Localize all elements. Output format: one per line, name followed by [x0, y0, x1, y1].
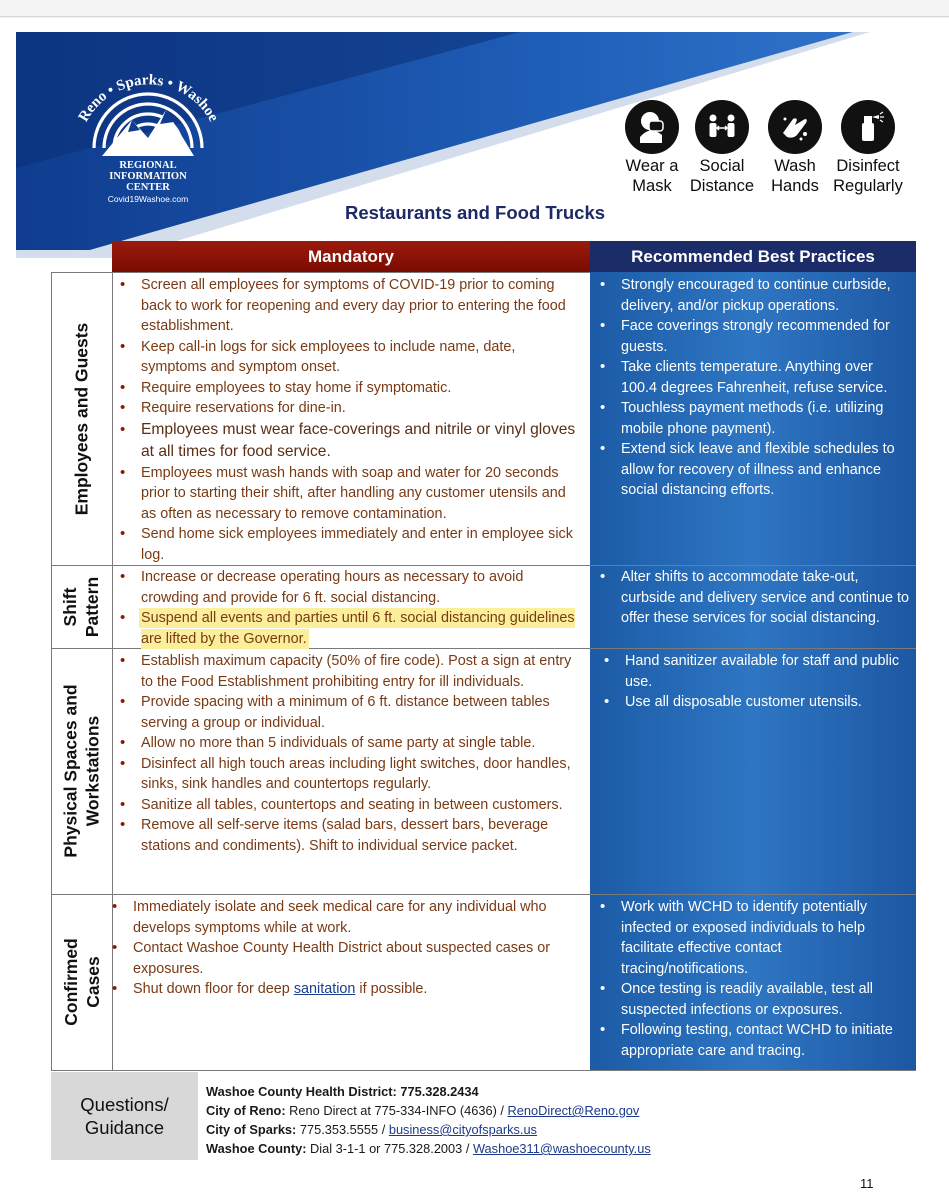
icon-label: Wash — [774, 157, 816, 175]
sanitation-link[interactable]: sanitation — [293, 981, 356, 997]
list-item: • Send home sick employees immediately and enter in employee sick log. — [114, 524, 580, 565]
washoe-email-link[interactable]: Washoe311@washoecounty.us — [472, 1141, 651, 1156]
document-title: Restaurants and Food Trucks — [344, 202, 606, 223]
list-item: • Provide spacing with a minimum of 6 ft. distance between tables serving a group or individual. — [114, 692, 580, 733]
recommended-header: Recommended Best Practices — [590, 241, 916, 272]
questions-box — [51, 1072, 198, 1160]
row-label-physical: Physical Spaces and Workstations — [60, 684, 103, 858]
viewer-toolbar — [0, 0, 949, 17]
contact-line: City of Sparks: 775.353.5555 / business@cityofsparks.us — [206, 1122, 537, 1137]
disinfect-icon — [841, 100, 895, 154]
social-distance-icon — [695, 100, 749, 154]
list-item: • Take clients temperature. Anything over 100.4 degrees Fahrenheit, refuse service. — [594, 357, 910, 398]
physical-recommended-list — [598, 651, 910, 713]
shift-mandatory-list — [114, 567, 580, 649]
list-item: • Immediately isolate and seek medical care for any individual who develops symptoms while at work. — [106, 897, 580, 938]
ric-logo — [62, 48, 232, 213]
list-item: • Keep call-in logs for sick employees to include name, date, symptoms and symptom onset. — [114, 337, 580, 378]
list-item: • Use all disposable customer utensils. — [598, 692, 910, 713]
list-item: • Touchless payment methods (i.e. utilizing mobile phone payment). — [594, 398, 910, 439]
list-item: • Contact Washoe County Health District about suspected cases or exposures. — [106, 938, 580, 979]
svg-text:REGIONAL: REGIONAL — [119, 160, 177, 171]
row-divider — [51, 894, 916, 895]
wash-hands-item — [757, 100, 833, 194]
icon-label: Regularly — [833, 177, 903, 195]
row-divider — [51, 272, 590, 273]
svg-text:Covid19Washoe.com: Covid19Washoe.com — [107, 194, 189, 204]
list-item: • Hand sanitizer available for staff and public use. — [598, 651, 910, 692]
icon-label: Wear a — [625, 157, 679, 175]
contact-line: Washoe County Health District: 775.328.2434 — [206, 1084, 479, 1099]
list-item-text: if possible. — [355, 981, 428, 997]
row-label-shift: Shift Pattern — [60, 576, 103, 637]
list-item: • Once testing is readily available, test all suspected infections or exposures. — [594, 979, 910, 1020]
icon-label: Mask — [632, 177, 672, 195]
contact-line: Washoe County: Dial 3-1-1 or 775.328.2003 / Washoe311@washoecounty.us — [206, 1141, 651, 1156]
svg-text:CENTER: CENTER — [126, 182, 170, 193]
list-item: • Remove all self-serve items (salad bars, dessert bars, beverage stations and condiments). Shift to individual service packet. — [114, 815, 580, 856]
row-divider — [51, 1070, 916, 1071]
list-item: • Establish maximum capacity (50% of fire code). Post a sign at entry to the Food Establishment prohibiting entry for ill individuals. — [114, 651, 580, 692]
questions-label: Questions/ — [80, 1094, 169, 1115]
reno-email-link[interactable]: RenoDirect@Reno.gov — [507, 1103, 640, 1118]
row-label-confirmed: Confirmed Cases — [60, 938, 103, 1026]
list-item: • Strongly encouraged to continue curbside, delivery, and/or pickup operations. — [594, 275, 910, 316]
icon-label: Social — [699, 157, 745, 175]
employees-recommended-list — [594, 275, 910, 501]
list-item: • Extend sick leave and flexible schedules to allow for recovery of illness and enhance social distancing efforts. — [594, 439, 910, 501]
confirmed-recommended-list — [594, 897, 910, 1061]
list-item — [114, 608, 580, 649]
sparks-email-link[interactable]: business@cityofsparks.us — [388, 1122, 537, 1137]
list-item: • Require reservations for dine-in. — [114, 398, 580, 419]
icon-label: Disinfect — [836, 157, 900, 175]
list-item — [106, 979, 580, 1000]
list-item: • Require employees to stay home if symptomatic. — [114, 378, 580, 399]
list-item: • Face coverings strongly recommended for guests. — [594, 316, 910, 357]
row-divider — [51, 565, 916, 566]
row-label-employees: Employees and Guests — [71, 322, 92, 515]
contact-list — [206, 1082, 651, 1158]
wash-hands-icon — [768, 100, 822, 154]
guidance-label: Guidance — [84, 1117, 165, 1138]
safety-icons — [614, 100, 914, 212]
physical-mandatory-list — [114, 651, 580, 856]
list-item: • Screen all employees for symptoms of COVID-19 prior to coming back to work for reopening and every day prior to entering the food establishment. — [114, 275, 580, 337]
social-distance-item — [684, 100, 760, 194]
list-item: • Employees must wash hands with soap and water for 20 seconds prior to starting their shift, after handling any customer utensils and as often as necessary to remove contamination. — [114, 463, 580, 525]
svg-text:Reno • Sparks • Washoe: Reno • Sparks • Washoe — [75, 72, 222, 125]
list-item: • Sanitize all tables, countertops and seating in between customers. — [114, 795, 580, 816]
shift-recommended-list — [594, 567, 910, 629]
highlighted-text: Suspend all events and parties until 6 ft. social distancing guidelines are lifted by the Governor. — [141, 610, 575, 647]
list-item-text: Shut down floor for deep — [133, 981, 294, 997]
page-number: 11 — [860, 1176, 874, 1191]
list-item: • Employees must wear face-coverings and nitrile or vinyl gloves at all times for food service. — [114, 419, 580, 463]
svg-text:INFORMATION: INFORMATION — [109, 171, 187, 182]
list-item: • Following testing, contact WCHD to initiate appropriate care and tracing. — [594, 1020, 910, 1061]
list-item: • Alter shifts to accommodate take-out, curbside and delivery service and continue to offer these services for social distancing. — [594, 567, 910, 629]
list-item: • Work with WCHD to identify potentially infected or exposed individuals to help facilitate effective contact tracing/notifications. — [594, 897, 910, 979]
list-item: • Disinfect all high touch areas including light switches, door handles, sinks, sink handles and countertops regularly. — [114, 754, 580, 795]
disinfect-item — [830, 100, 906, 194]
mask-icon — [625, 100, 679, 154]
confirmed-mandatory-list — [106, 897, 580, 1000]
contact-line: City of Reno: Reno Direct at 775-334-INFO (4636) / RenoDirect@Reno.gov — [206, 1103, 640, 1118]
icon-label: Distance — [689, 177, 755, 195]
wear-mask-item — [614, 100, 690, 194]
employees-mandatory-list — [114, 275, 580, 565]
list-item: • Increase or decrease operating hours as necessary to avoid crowding and provide for 6 ft. social distancing. — [114, 567, 580, 608]
document-page — [0, 18, 949, 1200]
mandatory-header: Mandatory — [112, 241, 590, 272]
list-item: • Allow no more than 5 individuals of same party at single table. — [114, 733, 580, 754]
icon-label: Hands — [771, 177, 819, 195]
